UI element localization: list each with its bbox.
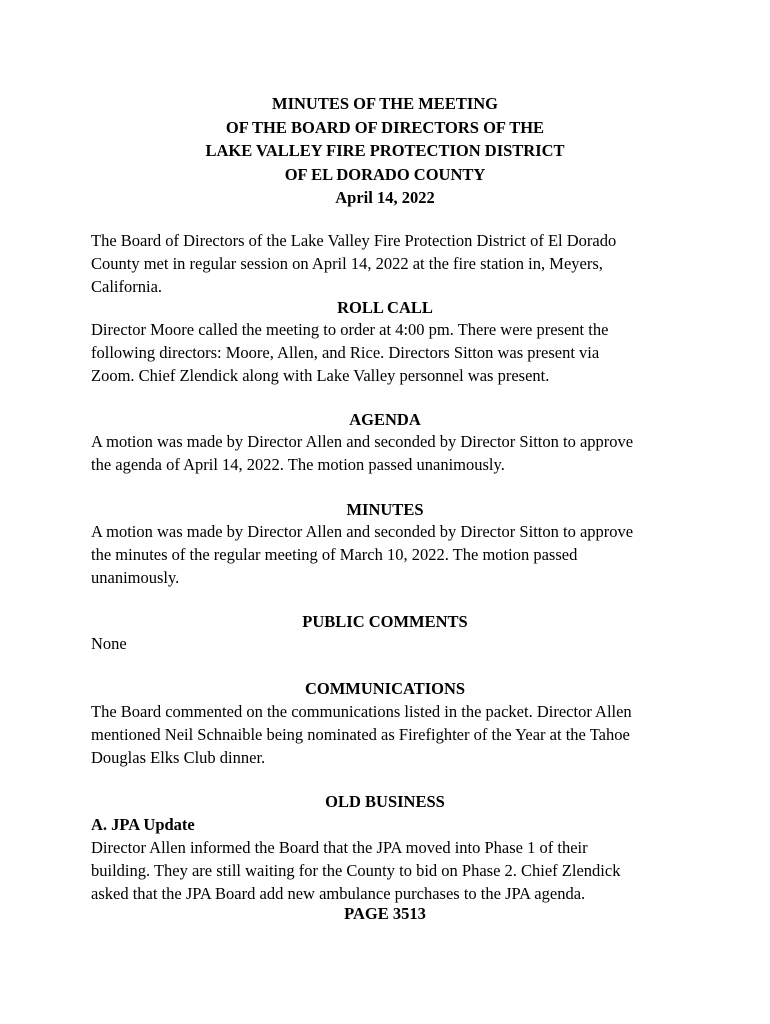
roll-call-paragraph [91,318,691,387]
text-line: the minutes of the regular meeting of March 10, 2022. The motion passed [91,545,578,564]
text-line: A motion was made by Director Allen and seconded by Director Sitton to approve [91,522,634,541]
text-line: Director Allen informed the Board that the JPA moved into Phase 1 of their [91,838,588,857]
roll-call-heading: ROLL CALL [337,298,433,317]
communications-paragraph [91,700,691,769]
text-line: California. [91,277,163,296]
text-line: A motion was made by Director Allen and seconded by Director Sitton to approve [91,432,634,451]
jpa-update-subheading: A. JPA Update [91,815,195,834]
text-line: The Board commented on the communications listed in the packet. Director Allen [91,702,632,721]
text-line: the agenda of April 14, 2022. The motion passed unanimously. [91,455,505,474]
public-comments-heading: PUBLIC COMMENTS [302,612,468,631]
page-number: PAGE 3513 [344,904,426,923]
title-line-1: MINUTES OF THE MEETING [272,94,498,113]
meeting-date: April 14, 2022 [335,188,435,207]
text-line: asked that the JPA Board add new ambulance purchases to the JPA agenda. [91,884,586,903]
title-line-3: LAKE VALLEY FIRE PROTECTION DISTRICT [205,141,565,160]
old-business-paragraph [91,836,691,905]
document-title [0,92,770,210]
old-business-heading: OLD BUSINESS [325,792,445,811]
public-comments-paragraph [91,632,691,655]
text-line: following directors: Moore, Allen, and Rice. Directors Sitton was present via [91,343,600,362]
text-line: The Board of Directors of the Lake Valley Fire Protection District of El Dorado [91,231,617,250]
text-line: County met in regular session on April 14, 2022 at the fire station in, Meyers, [91,254,603,273]
text-line: building. They are still waiting for the County to bid on Phase 2. Chief Zlendick [91,861,621,880]
text-line: Douglas Elks Club dinner. [91,748,266,767]
text-line: None [91,634,127,653]
title-line-4: OF EL DORADO COUNTY [284,164,486,184]
text-line: Director Moore called the meeting to order at 4:00 pm. There were present the [91,320,609,339]
title-line-2: OF THE BOARD OF DIRECTORS OF THE [225,117,545,137]
text-line: mentioned Neil Schnaible being nominated as Firefighter of the Year at the Tahoe [91,725,630,744]
text-line: unanimously. [91,568,180,587]
agenda-heading: AGENDA [349,410,421,429]
communications-heading: COMMUNICATIONS [304,679,466,698]
text-line: Zoom. Chief Zlendick along with Lake Valley personnel was present. [91,366,550,385]
minutes-paragraph [91,520,691,589]
agenda-paragraph [91,430,691,476]
minutes-heading: MINUTES [346,500,424,519]
intro-paragraph [91,229,691,298]
